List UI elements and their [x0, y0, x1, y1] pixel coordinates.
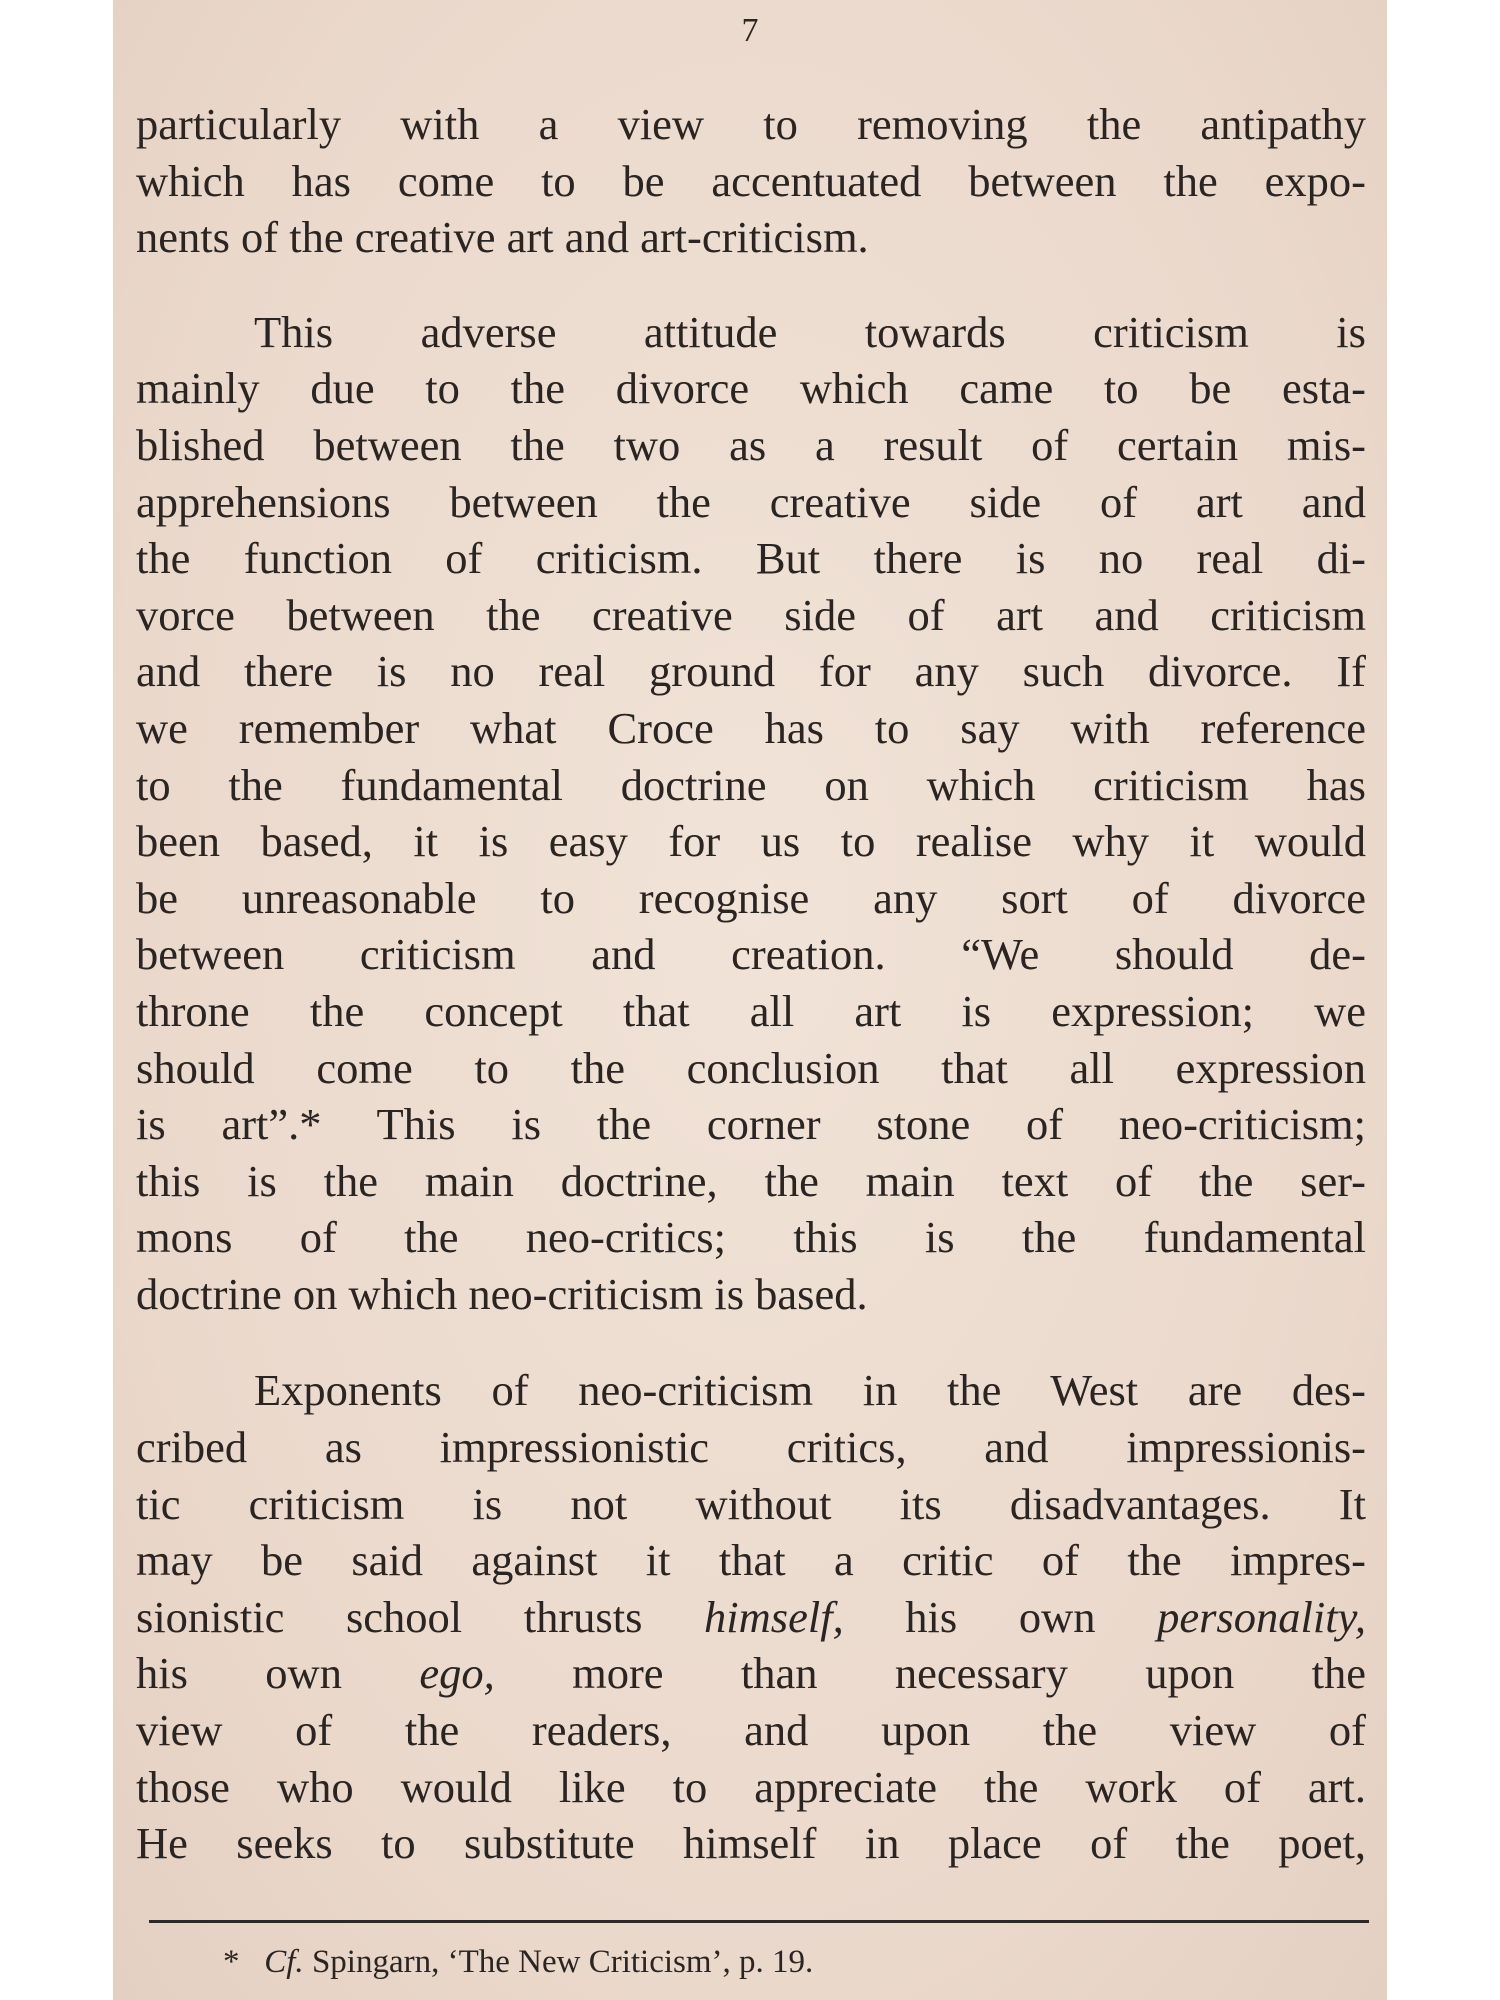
text-line: cribed as impressionistic critics, and impressionis- — [136, 1422, 1366, 1473]
text-line: is art”.* This is the corner stone of neo-criticism; — [136, 1099, 1366, 1150]
text-line: vorce between the creative side of art and criticism — [136, 589, 1366, 640]
paragraph-spacer — [136, 1322, 1366, 1362]
paragraph-1 — [136, 96, 1366, 266]
text-line: apprehensions between the creative side of art and — [136, 476, 1366, 527]
text-line: This adverse attitude towards criticism is — [254, 306, 1366, 357]
text-line: be unreasonable to recognise any sort of divorce — [136, 872, 1366, 923]
footnote-text: Spingarn, ‘The New Criticism’, p. 19. — [303, 1944, 814, 1980]
paragraph-2 — [136, 304, 1366, 1323]
text-line: He seeks to substitute himself in place of the poet, — [136, 1818, 1366, 1869]
text-line: Exponents of neo-criticism in the West are des- — [254, 1365, 1366, 1416]
text-line: to the fundamental doctrine on which criticism has — [136, 759, 1366, 810]
footnote-marker: * — [223, 1944, 240, 1980]
text-line: and there is no real ground for any such divorce. If — [136, 646, 1366, 697]
text-line: nents of the creative art and art-criticism. — [136, 212, 869, 263]
page-number: 7 — [741, 12, 759, 49]
footnote-cf: Cf. — [264, 1944, 304, 1980]
text-line-with-italics — [136, 1589, 1366, 1646]
text-line: doctrine on which neo-criticism is based. — [136, 1268, 868, 1319]
text-line: view of the readers, and upon the view of — [136, 1705, 1366, 1756]
text-line: may be said against it that a critic of the impres- — [136, 1535, 1366, 1586]
text-line: throne the concept that all art is expression; we — [136, 985, 1366, 1036]
text-line: which has come to be accentuated between the expo- — [136, 155, 1366, 206]
footnote — [223, 1944, 813, 1981]
text-line: blished between the two as a result of certain mis- — [136, 419, 1366, 470]
text-run: sionistic school thrusts — [136, 1591, 705, 1642]
text-line: tic criticism is not without its disadvantages. It — [136, 1478, 1366, 1529]
text-line: this is the main doctrine, the main text of the ser- — [136, 1155, 1366, 1206]
text-run: his own — [136, 1648, 420, 1699]
text-run: more than necessary upon the — [494, 1648, 1366, 1699]
text-line: should come to the conclusion that all expression — [136, 1042, 1366, 1093]
text-line: been based, it is easy for us to realise why it would — [136, 816, 1366, 867]
text-run: his own — [843, 1591, 1158, 1642]
text-line: between criticism and creation. “We should de- — [136, 929, 1366, 980]
text-line: mainly due to the divorce which came to be esta- — [136, 363, 1366, 414]
italic-text: ego, — [419, 1648, 495, 1699]
italic-text: personality, — [1157, 1591, 1366, 1642]
body-text — [136, 96, 1366, 1872]
paragraph-3 — [136, 1362, 1366, 1871]
text-line-with-italics — [136, 1645, 1366, 1702]
footnote-divider — [149, 1920, 1369, 1923]
book-page — [113, 0, 1387, 2000]
paragraph-spacer — [136, 266, 1366, 304]
text-line: we remember what Croce has to say with reference — [136, 702, 1366, 753]
text-line: those who would like to appreciate the work of art. — [136, 1761, 1366, 1812]
text-line: mons of the neo-critics; this is the fundamental — [136, 1212, 1366, 1263]
text-line: particularly with a view to removing the antipathy — [136, 99, 1366, 149]
text-line: the function of criticism. But there is no real di- — [136, 533, 1366, 584]
italic-text: himself, — [704, 1591, 844, 1642]
